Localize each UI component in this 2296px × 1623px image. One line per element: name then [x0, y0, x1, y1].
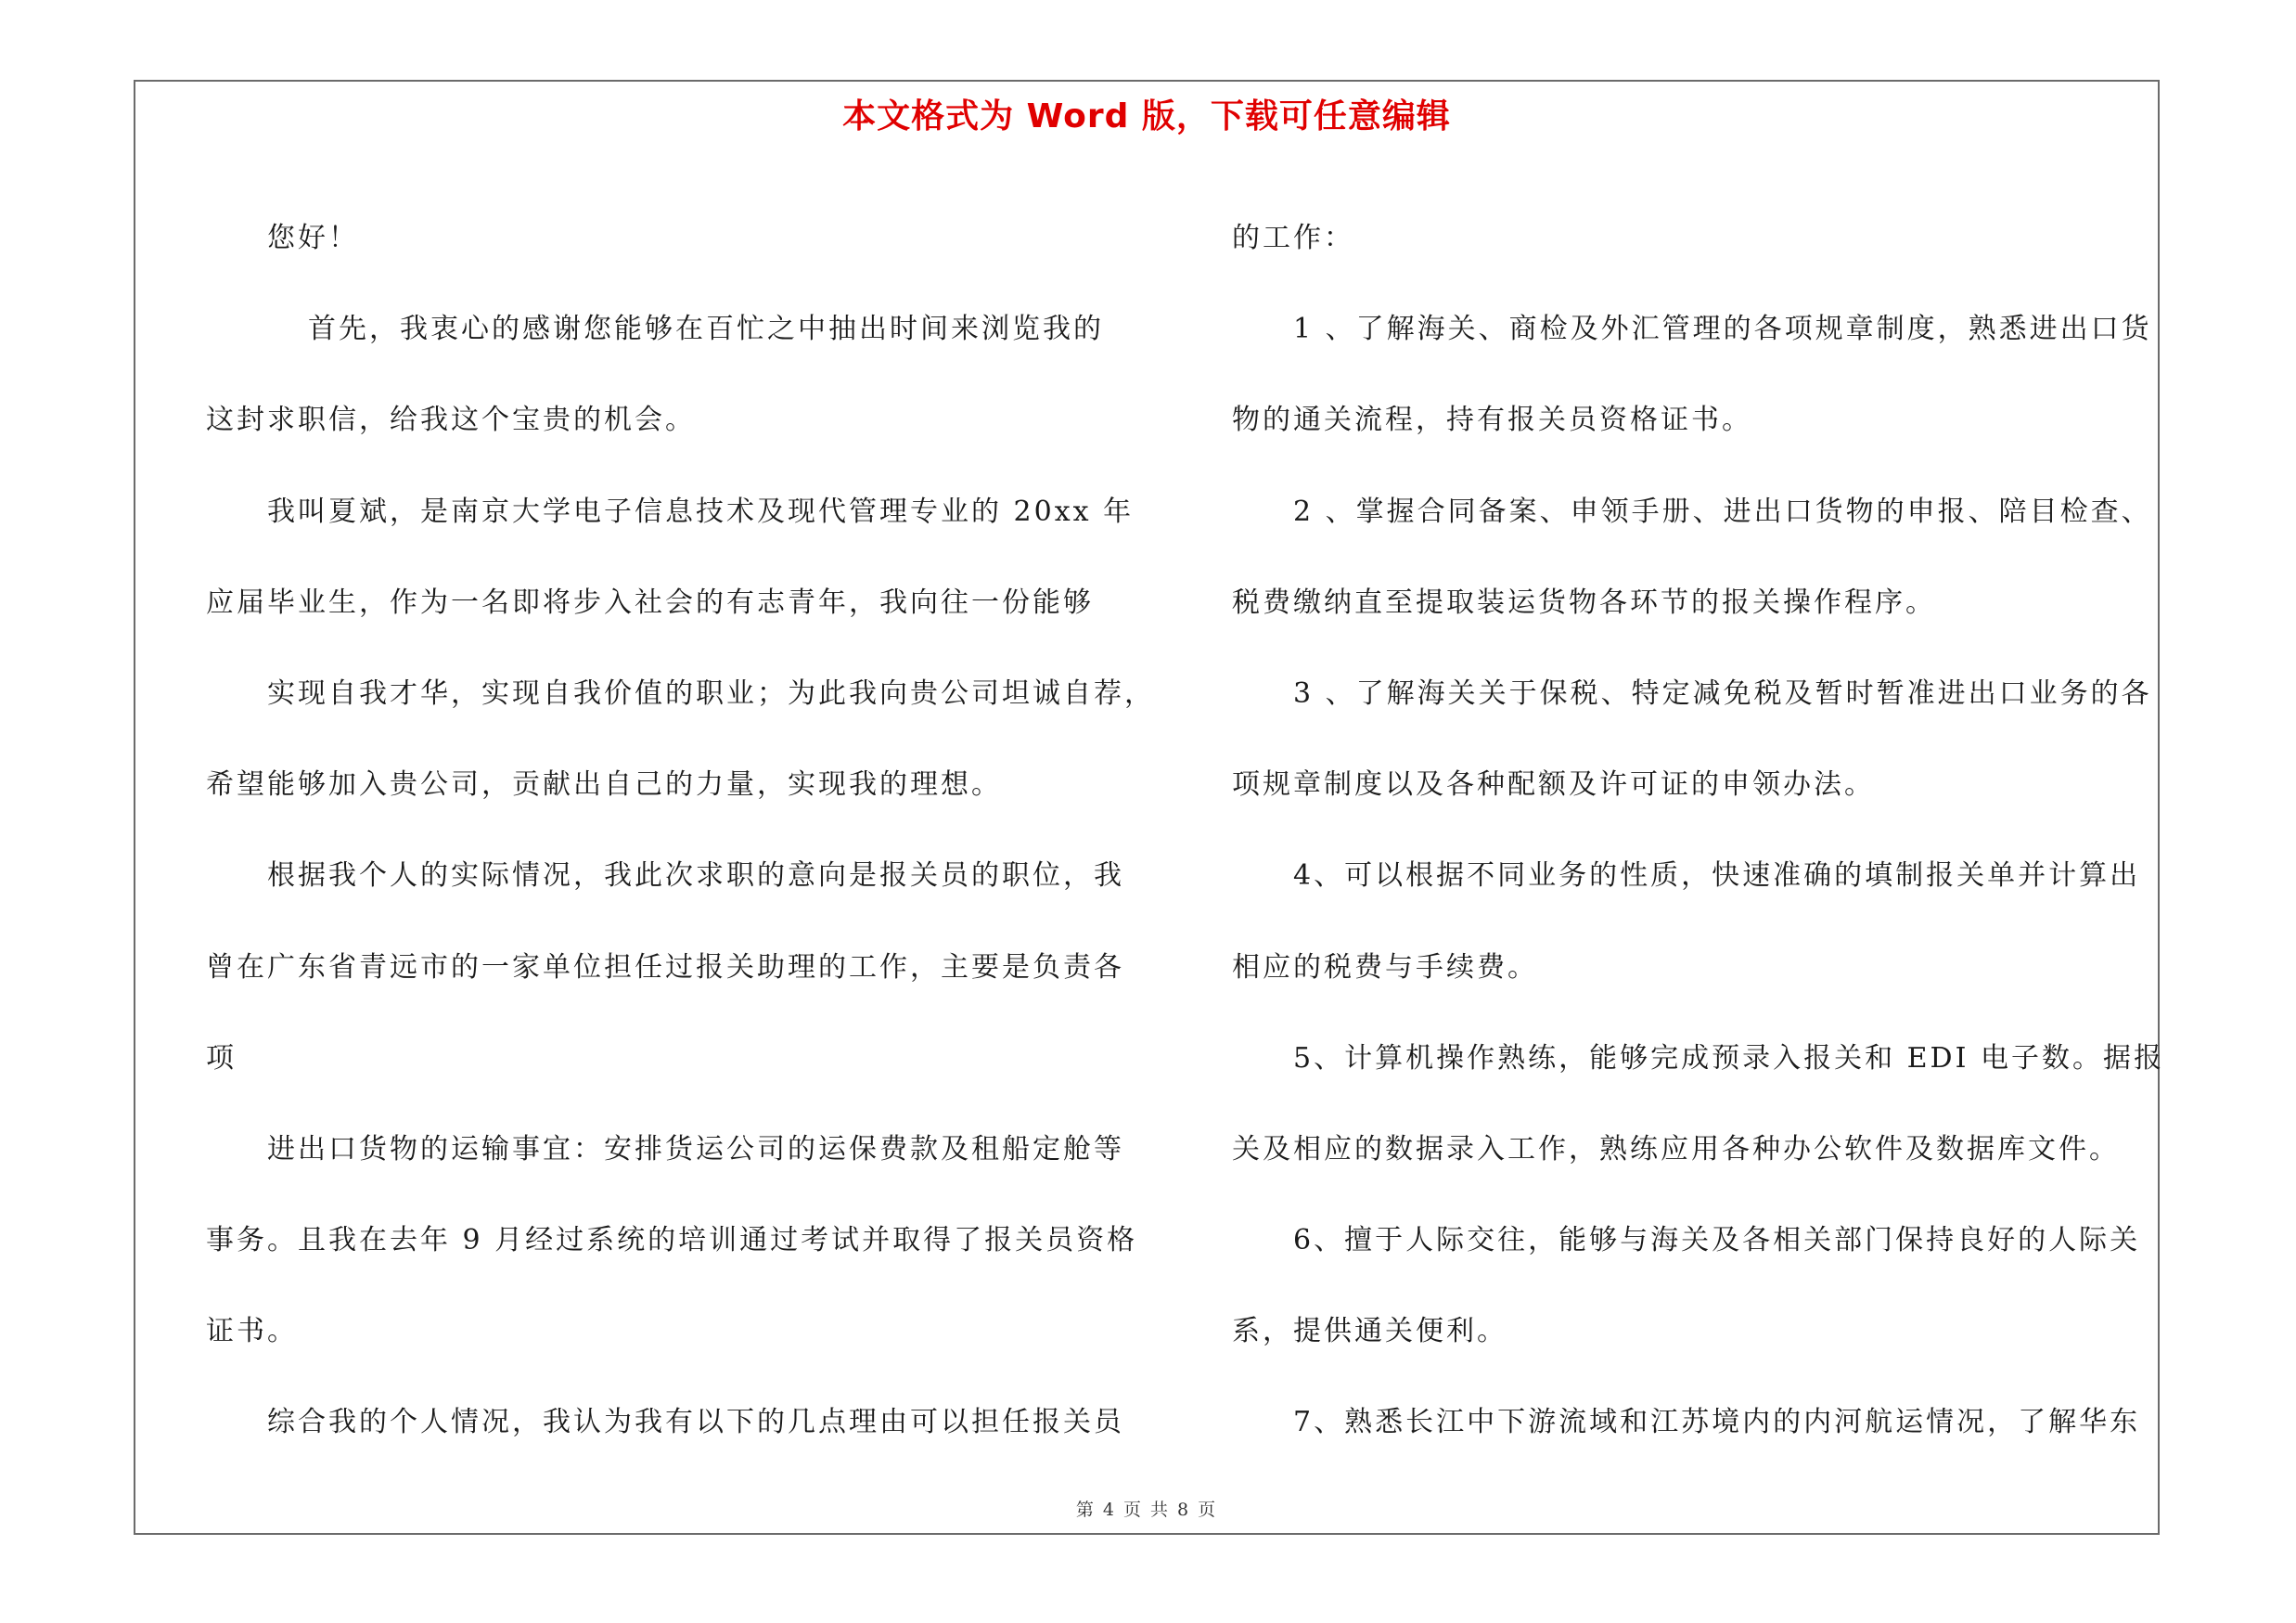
paragraph-line: 综合我的个人情况，我认为我有以下的几点理由可以担任报关员	[267, 1406, 1124, 1439]
paragraph-line: 项规章制度以及各种配额及许可证的申领办法。	[1232, 768, 1875, 802]
paragraph-line: 关及相应的数据录入工作，熟练应用各种办公软件及数据库文件。	[1232, 1132, 2120, 1166]
list-item: 5、计算机操作熟练，能够完成预录入报关和 EDI 电子数。据报	[1293, 1041, 2164, 1075]
page-number: 第 4 页 共 8 页	[1075, 1500, 1218, 1520]
paragraph-line: 我叫夏斌，是南京大学电子信息技术及现代管理专业的 20xx 年	[267, 495, 1135, 528]
paragraph-line: 根据我个人的实际情况，我此次求职的意向是报关员的职位，我	[267, 859, 1124, 893]
paragraph-line: 事务。且我在去年 9 月经过系统的培训通过考试并取得了报关员资格	[206, 1224, 1138, 1257]
list-item: 7、熟悉长江中下游流域和江苏境内的内河航运情况，了解华东	[1293, 1406, 2141, 1439]
paragraph-line: 首先，我衷心的感谢您能够在百忙之中抽出时间来浏览我的	[308, 313, 1104, 346]
list-item: 6、擅于人际交往，能够与海关及各相关部门保持良好的人际关	[1293, 1224, 2141, 1257]
paragraph-line: 项	[206, 1041, 237, 1075]
paragraph-line: 系，提供通关便利。	[1232, 1315, 1507, 1348]
greeting: 您好！	[267, 222, 359, 254]
paragraph-line: 的工作：	[1232, 222, 1354, 254]
list-item: 1 、了解海关、商检及外汇管理的各项规章制度，熟悉进出口货	[1293, 313, 2152, 346]
paragraph-line: 应届毕业生，作为一名即将步入社会的有志青年，我向往一份能够	[206, 586, 1094, 619]
paragraph-line: 这封求职信，给我这个宝贵的机会。	[206, 404, 696, 437]
paragraph-line: 物的通关流程，持有报关员资格证书。	[1232, 404, 1752, 437]
format-banner: 本文格式为 Word 版，下载可任意编辑	[842, 97, 1451, 135]
paragraph-line: 相应的税费与手续费。	[1232, 950, 1538, 984]
paragraph-line: 实现自我才华，实现自我价值的职业；为此我向贵公司坦诚自荐，	[267, 676, 1155, 710]
list-item: 4、可以根据不同业务的性质，快速准确的填制报关单并计算出	[1293, 859, 2141, 893]
paragraph-line: 证书。	[206, 1315, 298, 1348]
paragraph-line: 税费缴纳直至提取装运货物各环节的报关操作程序。	[1232, 586, 1936, 619]
paragraph-line: 进出口货物的运输事宜：安排货运公司的运保费款及租船定舱等	[267, 1132, 1124, 1166]
list-item: 2 、掌握合同备案、申领手册、进出口货物的申报、陪目检查、	[1293, 495, 2152, 528]
paragraph-line: 希望能够加入贵公司，贡献出自己的力量，实现我的理想。	[206, 768, 1002, 802]
list-item: 3 、了解海关关于保税、特定减免税及暂时暂准进出口业务的各	[1293, 676, 2152, 710]
right-column	[1232, 193, 2164, 1469]
left-column	[206, 193, 1155, 1469]
paragraph-line: 曾在广东省青远市的一家单位担任过报关助理的工作，主要是负责各	[206, 950, 1124, 984]
page-frame	[134, 80, 2164, 1535]
